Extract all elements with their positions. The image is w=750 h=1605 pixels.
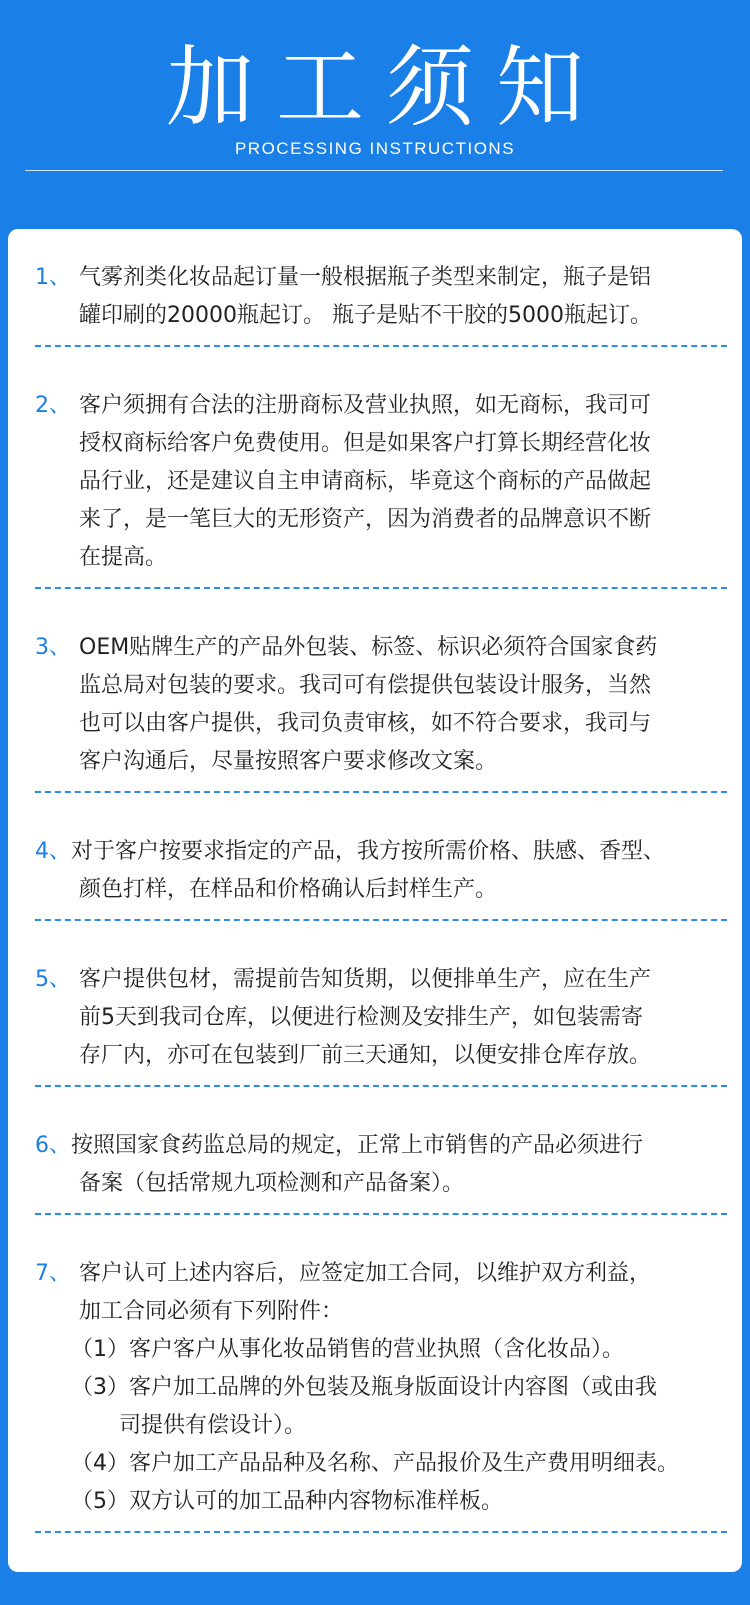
item-text: 罐印刷的20000瓶起订。 瓶子是贴不干胶的5000瓶起订。 xyxy=(79,303,652,328)
item-text: 颜色打样，在样品和价格确认后封样生产。 xyxy=(79,877,498,902)
instruction-item-1 xyxy=(35,259,727,387)
item-text: 在提高。 xyxy=(79,545,168,570)
dashed-divider xyxy=(35,919,727,921)
item-text: 来了，是一笔巨大的无形资产，因为消费者的品牌意识不断 xyxy=(79,507,652,532)
item-text: 监总局对包装的要求。我司可有偿提供包装设计服务，当然 xyxy=(79,673,652,698)
dashed-divider xyxy=(35,1531,727,1533)
page-subtitle: PROCESSING INSTRUCTIONS xyxy=(234,139,516,158)
item-number: 7、 xyxy=(35,1261,71,1286)
item-text: 也可以由客户提供，我司负责审核，如不符合要求，我司与 xyxy=(79,711,652,736)
item-text: 前5天到我司仓库，以便进行检测及安排生产，如包装需寄 xyxy=(79,1005,643,1030)
item-text: 存厂内，亦可在包装到厂前三天通知，以便安排仓库存放。 xyxy=(79,1043,652,1068)
attachment-item: （5）双方认可的加工品种内容物标准样板。 xyxy=(71,1489,503,1514)
instruction-item-6 xyxy=(35,1127,727,1255)
attachment-item: 司提供有偿设计）。 xyxy=(119,1413,307,1438)
item-text: 对于客户按要求指定的产品，我方按所需价格、肤感、香型、 xyxy=(71,839,666,864)
item-text: 品行业，还是建议自主申请商标，毕竟这个商标的产品做起 xyxy=(79,469,652,494)
item-text: 气雾剂类化妆品起订量一般根据瓶子类型来制定，瓶子是铝 xyxy=(79,265,652,290)
item-text: 授权商标给客户免费使用。但是如果客户打算长期经营化妆 xyxy=(79,431,652,456)
dashed-divider xyxy=(35,587,727,589)
dashed-divider xyxy=(35,1085,727,1087)
item-text: 客户须拥有合法的注册商标及营业执照，如无商标，我司可 xyxy=(79,393,652,418)
attachment-item: （1）客户客户从事化妆品销售的营业执照（含化妆品）。 xyxy=(71,1337,624,1362)
item-text: 客户沟通后，尽量按照客户要求修改文案。 xyxy=(79,749,498,774)
dashed-divider xyxy=(35,345,727,347)
item-text: 备案（包括常规九项检测和产品备案）。 xyxy=(79,1171,465,1196)
item-text: 按照国家食药监总局的规定，正常上市销售的产品必须进行 xyxy=(71,1133,644,1158)
instruction-list xyxy=(35,259,727,1573)
item-number: 6、 xyxy=(35,1133,71,1158)
instructions-card xyxy=(8,229,742,1572)
item-text: 客户认可上述内容后，应签定加工合同，以维护双方利益， xyxy=(79,1261,652,1286)
instruction-item-3 xyxy=(35,629,727,833)
dashed-divider xyxy=(35,791,727,793)
instruction-item-5 xyxy=(35,961,727,1127)
item-text: OEM贴牌生产的产品外包装、标签、标识必须符合国家食药 xyxy=(79,635,658,660)
item-number: 1、 xyxy=(35,265,71,290)
item-text: 加工合同必须有下列附件： xyxy=(79,1299,344,1324)
item-number: 4、 xyxy=(35,839,71,864)
item-text: 客户提供包材，需提前告知货期，以便排单生产，应在生产 xyxy=(79,967,652,992)
page-title: 加工须知 xyxy=(165,36,606,139)
attachment-item: （3）客户加工品牌的外包装及瓶身版面设计内容图（或由我 xyxy=(71,1375,657,1400)
attachment-item: （4）客户加工产品品种及名称、产品报价及生产费用明细表。 xyxy=(71,1451,679,1476)
instruction-item-7 xyxy=(35,1255,727,1573)
instruction-item-4 xyxy=(35,833,727,961)
item-number: 2、 xyxy=(35,393,71,418)
instruction-item-2 xyxy=(35,387,727,629)
item-number: 5、 xyxy=(35,967,71,992)
header-divider xyxy=(25,170,723,171)
dashed-divider xyxy=(35,1213,727,1215)
item-number: 3、 xyxy=(35,635,71,660)
